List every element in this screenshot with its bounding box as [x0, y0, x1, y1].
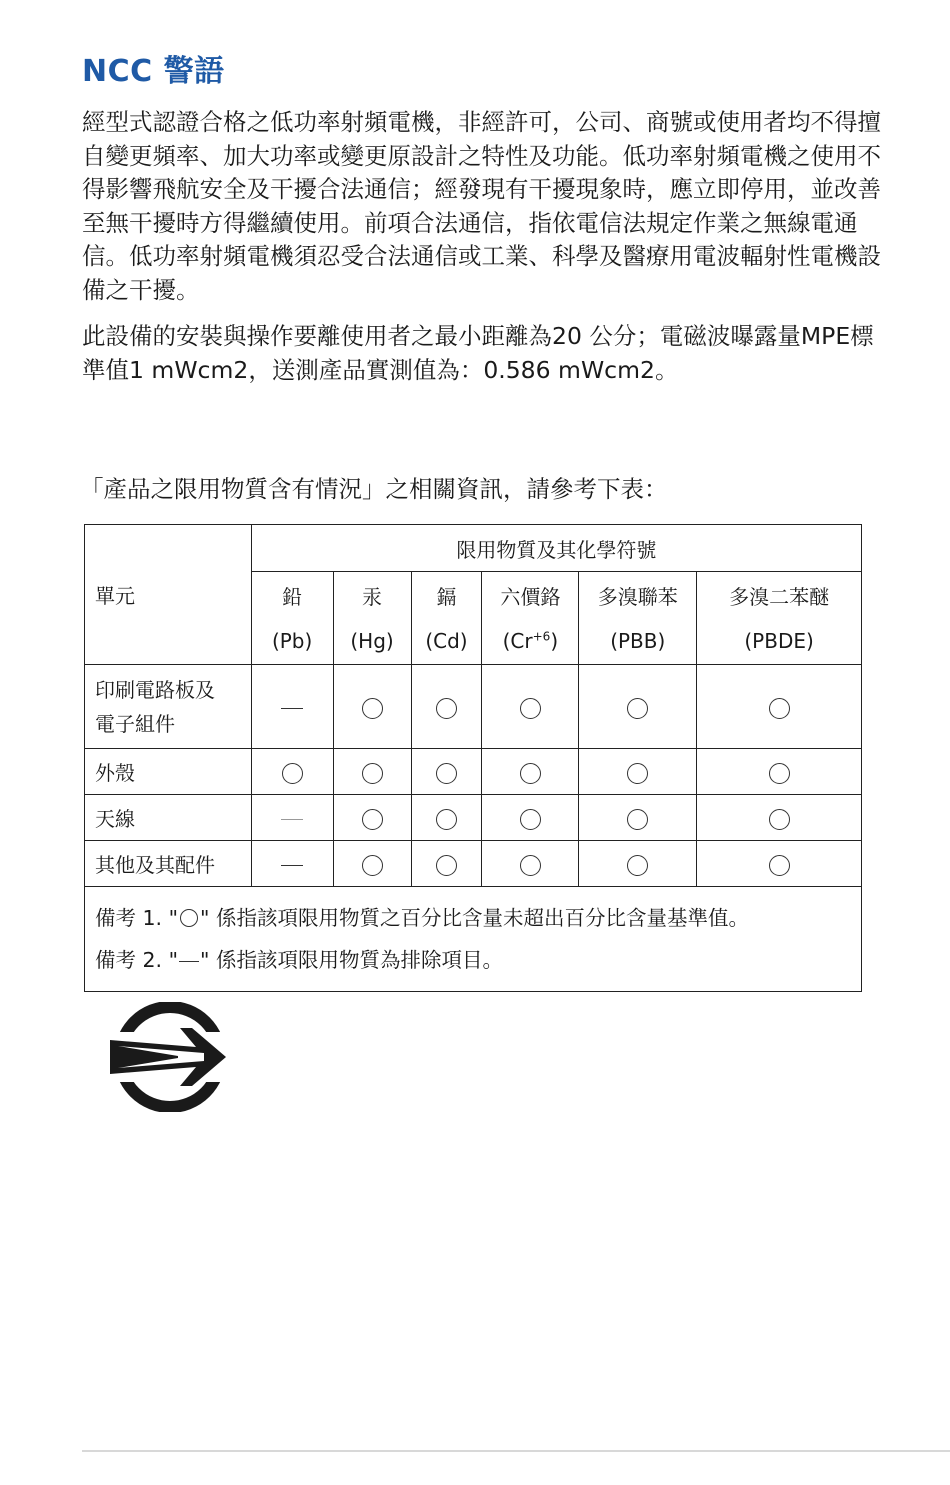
- circle-icon: [436, 698, 457, 719]
- remark-1: [95, 897, 851, 939]
- circle-icon: [520, 855, 541, 876]
- table-cell: [333, 665, 411, 749]
- table-cell: [697, 795, 862, 841]
- cr-base: (Cr: [502, 629, 533, 653]
- circle-icon: [627, 698, 648, 719]
- col-name-pbde: 多溴二苯醚: [697, 572, 862, 619]
- col-symbol-mercury: (Hg): [333, 618, 411, 665]
- table-cell: [411, 665, 482, 749]
- bsmi-logo-icon: [108, 1002, 232, 1112]
- col-name-pbb: 多溴聯苯: [579, 572, 697, 619]
- circle-icon: [520, 809, 541, 830]
- remark-2: [95, 939, 851, 981]
- circle-icon: [520, 763, 541, 784]
- table-cell: [251, 749, 333, 795]
- table-cell: [697, 665, 862, 749]
- col-symbol-pbb: (PBB): [579, 618, 697, 665]
- table-cell: [482, 841, 579, 887]
- table-row: [85, 841, 862, 887]
- circle-icon: [180, 909, 198, 927]
- row-unit: 外殼: [85, 749, 252, 795]
- row-unit: [85, 665, 252, 749]
- unit-header: 單元: [85, 525, 252, 665]
- circle-icon: [769, 763, 790, 784]
- circle-icon: [769, 698, 790, 719]
- table-cell: [411, 749, 482, 795]
- circle-icon: [769, 855, 790, 876]
- table-row: [85, 795, 862, 841]
- col-name-chromium: 六價鉻: [482, 572, 579, 619]
- table-intro: 「產品之限用物質含有情況」之相關資訊，請參考下表：: [80, 475, 668, 503]
- row-unit: 天線: [85, 795, 252, 841]
- dash-icon: [281, 819, 303, 820]
- table-cell: [333, 795, 411, 841]
- circle-icon: [436, 855, 457, 876]
- row-unit-line2: 電子組件: [95, 711, 175, 736]
- circle-icon: [362, 855, 383, 876]
- table-cell: [251, 841, 333, 887]
- col-name-cadmium: 鎘: [411, 572, 482, 619]
- table-cell: [411, 841, 482, 887]
- footer-divider: [82, 1450, 950, 1452]
- table-cell: [333, 841, 411, 887]
- table-cell: [411, 795, 482, 841]
- col-name-mercury: 汞: [333, 572, 411, 619]
- restricted-substances-table: [84, 524, 862, 992]
- row-unit: 其他及其配件: [85, 841, 252, 887]
- col-symbol-cadmium: (Cd): [411, 618, 482, 665]
- circle-icon: [520, 698, 541, 719]
- circle-icon: [282, 763, 303, 784]
- col-symbol-chromium: [482, 618, 579, 665]
- col-symbol-lead: (Pb): [251, 618, 333, 665]
- table-cell: [333, 749, 411, 795]
- table-cell: [579, 749, 697, 795]
- circle-icon: [627, 763, 648, 784]
- table-cell: [482, 795, 579, 841]
- dash-icon: [179, 961, 199, 962]
- table-cell: [579, 795, 697, 841]
- table-cell: [251, 795, 333, 841]
- mpe-paragraph: 此設備的安裝與操作要離使用者之最小距離為20 公分；電磁波曝露量MPE標準值1 mWcm2，送測產品實測值為：0.586 mWcm2。: [82, 322, 874, 384]
- circle-icon: [627, 855, 648, 876]
- table-cell: [697, 749, 862, 795]
- cr-end: ): [550, 629, 559, 653]
- table-cell: [579, 665, 697, 749]
- ncc-warning-paragraph: 經型式認證合格之低功率射頻電機，非經許可，公司、商號或使用者均不得擅自變更頻率、加大功率或變更原設計之特性及功能。低功率射頻電機之使用不得影響飛航安全及干擾合法通信；經發現有干擾現象時，應立即停用，並改善至無干擾時方得繼續使用。前項合法通信，指依電信法規定作業之無線電通信。低功率射頻電機須忍受合法通信或工業、科學及醫療用電波輻射性電機設備之干擾。: [82, 108, 881, 304]
- circle-icon: [436, 809, 457, 830]
- circle-icon: [436, 763, 457, 784]
- table-cell: [697, 841, 862, 887]
- col-symbol-pbde: (PBDE): [697, 618, 862, 665]
- cr-sup: +6: [532, 629, 551, 644]
- dash-icon: [281, 708, 303, 709]
- circle-icon: [362, 809, 383, 830]
- table-row: [85, 665, 862, 749]
- substances-group-header: 限用物質及其化學符號: [251, 525, 861, 572]
- remark-1-prefix: 備考 1. ": [95, 906, 179, 930]
- page-heading: NCC 警語: [82, 54, 225, 89]
- row-unit-line1: 印刷電路板及: [95, 677, 215, 702]
- remarks-row: [85, 887, 862, 992]
- circle-icon: [362, 763, 383, 784]
- dash-icon: [281, 865, 303, 866]
- table-cell: [251, 665, 333, 749]
- circle-icon: [769, 809, 790, 830]
- circle-icon: [627, 809, 648, 830]
- table-cell: [482, 749, 579, 795]
- table-row: [85, 749, 862, 795]
- table-cell: [482, 665, 579, 749]
- remark-2-prefix: 備考 2. ": [95, 948, 179, 972]
- remark-2-text: " 係指該項限用物質為排除項目。: [200, 948, 503, 972]
- col-name-lead: 鉛: [251, 572, 333, 619]
- circle-icon: [362, 698, 383, 719]
- table-cell: [579, 841, 697, 887]
- remarks-cell: [85, 887, 862, 992]
- remark-1-text: " 係指該項限用物質之百分比含量未超出百分比含量基準值。: [200, 906, 749, 930]
